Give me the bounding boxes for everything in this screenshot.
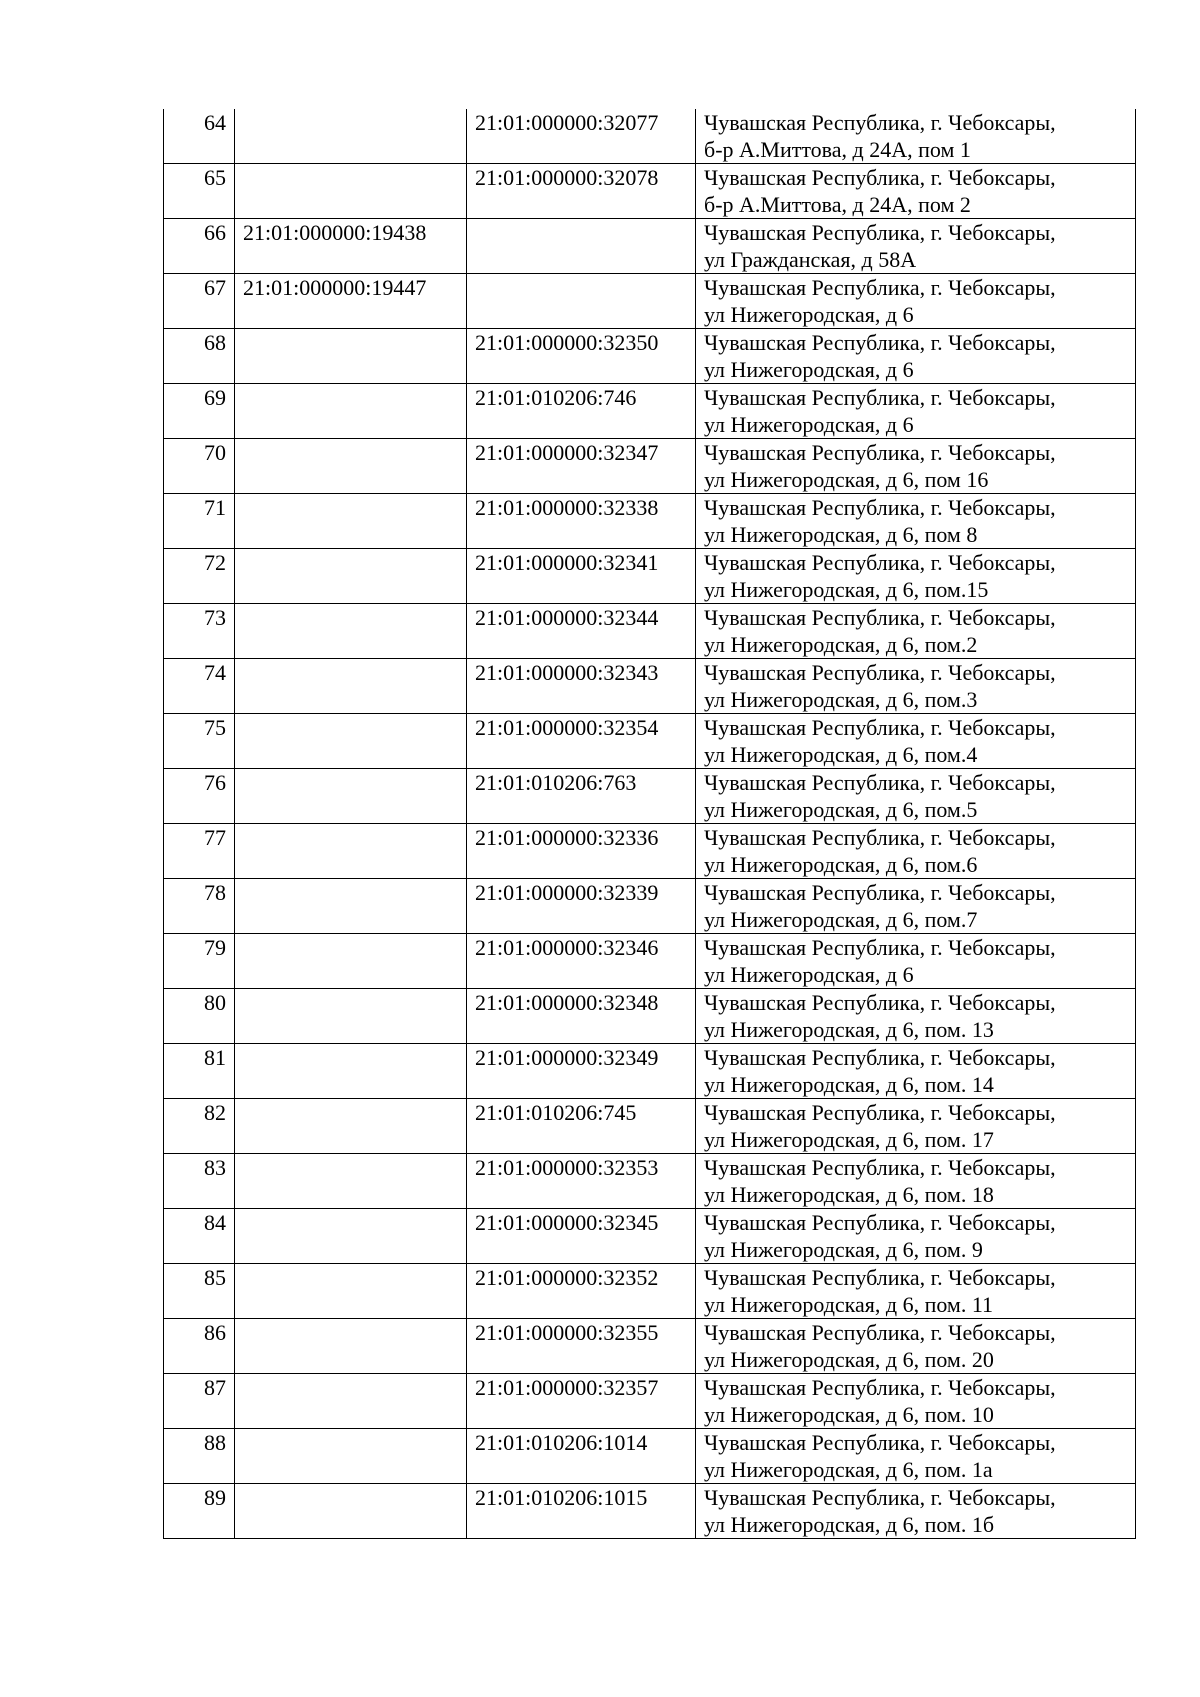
address-line-street: ул Нижегородская, д 6, пом. 20 — [704, 1347, 994, 1372]
table-row — [164, 1429, 1136, 1484]
address-cell — [696, 1429, 1136, 1484]
address-line-street: ул Нижегородская, д 6, пом. 11 — [704, 1292, 994, 1317]
address-line-street: ул Гражданская, д 58А — [704, 247, 917, 272]
address-line-street: ул Нижегородская, д 6, пом 16 — [704, 467, 989, 492]
row-number: 81 — [164, 1044, 235, 1099]
row-number: 88 — [164, 1429, 235, 1484]
cadastral-number-land — [235, 989, 467, 1044]
cadastral-number-land — [235, 769, 467, 824]
address-line-street: ул Нижегородская, д 6, пом.2 — [704, 632, 978, 657]
table-row — [164, 1319, 1136, 1374]
cadastral-number-object: 21:01:000000:32346 — [467, 934, 696, 989]
address-line-street: ул Нижегородская, д 6, пом. 14 — [704, 1072, 994, 1097]
address-cell — [696, 1374, 1136, 1429]
row-number: 89 — [164, 1484, 235, 1539]
cadastral-number-object: 21:01:000000:32354 — [467, 714, 696, 769]
table-row — [164, 714, 1136, 769]
cadastral-number-object: 21:01:010206:1015 — [467, 1484, 696, 1539]
address-cell — [696, 164, 1136, 219]
row-number: 79 — [164, 934, 235, 989]
table-row — [164, 329, 1136, 384]
address-line-region: Чувашская Республика, г. Чебоксары, — [704, 110, 1056, 135]
address-line-region: Чувашская Республика, г. Чебоксары, — [704, 1375, 1056, 1400]
row-number: 69 — [164, 384, 235, 439]
address-line-street: ул Нижегородская, д 6 — [704, 357, 914, 382]
address-cell — [696, 1319, 1136, 1374]
address-line-region: Чувашская Республика, г. Чебоксары, — [704, 990, 1056, 1015]
row-number: 78 — [164, 879, 235, 934]
address-line-region: Чувашская Республика, г. Чебоксары, — [704, 1155, 1056, 1180]
table-row — [164, 274, 1136, 329]
address-line-region: Чувашская Республика, г. Чебоксары, — [704, 1100, 1056, 1125]
cadastral-number-land — [235, 1374, 467, 1429]
row-number: 82 — [164, 1099, 235, 1154]
row-number: 65 — [164, 164, 235, 219]
cadastral-number-object: 21:01:000000:32357 — [467, 1374, 696, 1429]
address-cell — [696, 384, 1136, 439]
table-row — [164, 879, 1136, 934]
address-cell — [696, 824, 1136, 879]
address-line-street: ул Нижегородская, д 6, пом. 1а — [704, 1457, 993, 1482]
row-number: 87 — [164, 1374, 235, 1429]
address-cell — [696, 1264, 1136, 1319]
address-cell — [696, 439, 1136, 494]
address-cell — [696, 219, 1136, 274]
table-row — [164, 1209, 1136, 1264]
address-line-region: Чувашская Республика, г. Чебоксары, — [704, 165, 1056, 190]
cadastral-number-land — [235, 879, 467, 934]
table-row — [164, 1044, 1136, 1099]
address-line-region: Чувашская Республика, г. Чебоксары, — [704, 935, 1056, 960]
cadastral-number-object: 21:01:000000:32345 — [467, 1209, 696, 1264]
property-table — [163, 109, 1136, 1539]
address-line-street: б-р А.Миттова, д 24А, пом 2 — [704, 192, 971, 217]
table-row — [164, 769, 1136, 824]
address-line-region: Чувашская Республика, г. Чебоксары, — [704, 1485, 1056, 1510]
cadastral-number-land — [235, 164, 467, 219]
address-cell — [696, 1044, 1136, 1099]
cadastral-number-object — [467, 274, 696, 329]
address-line-region: Чувашская Республика, г. Чебоксары, — [704, 880, 1056, 905]
table-row — [164, 1374, 1136, 1429]
address-cell — [696, 1099, 1136, 1154]
table-row — [164, 1484, 1136, 1539]
address-line-region: Чувашская Республика, г. Чебоксары, — [704, 1430, 1056, 1455]
cadastral-number-object: 21:01:000000:32352 — [467, 1264, 696, 1319]
address-line-region: Чувашская Республика, г. Чебоксары, — [704, 605, 1056, 630]
row-number: 75 — [164, 714, 235, 769]
address-line-street: ул Нижегородская, д 6, пом.7 — [704, 907, 978, 932]
cadastral-number-object: 21:01:000000:32341 — [467, 549, 696, 604]
address-line-region: Чувашская Республика, г. Чебоксары, — [704, 330, 1056, 355]
cadastral-number-land — [235, 439, 467, 494]
cadastral-number-object: 21:01:000000:32078 — [467, 164, 696, 219]
cadastral-number-land — [235, 1484, 467, 1539]
table-row — [164, 659, 1136, 714]
address-line-street: б-р А.Миттова, д 24А, пом 1 — [704, 137, 971, 162]
cadastral-number-land — [235, 1319, 467, 1374]
address-cell — [696, 549, 1136, 604]
table-row — [164, 1264, 1136, 1319]
address-cell — [696, 769, 1136, 824]
cadastral-number-land — [235, 109, 467, 164]
address-line-street: ул Нижегородская, д 6 — [704, 302, 914, 327]
address-line-region: Чувашская Республика, г. Чебоксары, — [704, 825, 1056, 850]
address-line-street: ул Нижегородская, д 6, пом 8 — [704, 522, 978, 547]
address-cell — [696, 879, 1136, 934]
cadastral-number-object: 21:01:000000:32343 — [467, 659, 696, 714]
address-cell — [696, 1154, 1136, 1209]
table-row — [164, 824, 1136, 879]
row-number: 68 — [164, 329, 235, 384]
cadastral-number-land — [235, 329, 467, 384]
table-row — [164, 219, 1136, 274]
cadastral-number-land — [235, 1154, 467, 1209]
row-number: 73 — [164, 604, 235, 659]
cadastral-number-land: 21:01:000000:19447 — [235, 274, 467, 329]
cadastral-number-land — [235, 659, 467, 714]
cadastral-number-land — [235, 1209, 467, 1264]
address-line-region: Чувашская Республика, г. Чебоксары, — [704, 220, 1056, 245]
row-number: 85 — [164, 1264, 235, 1319]
cadastral-number-land — [235, 1044, 467, 1099]
cadastral-number-land — [235, 1264, 467, 1319]
cadastral-number-land — [235, 494, 467, 549]
cadastral-number-land — [235, 384, 467, 439]
address-line-region: Чувашская Республика, г. Чебоксары, — [704, 495, 1056, 520]
table-row — [164, 549, 1136, 604]
address-line-street: ул Нижегородская, д 6, пом. 9 — [704, 1237, 983, 1262]
cadastral-number-object: 21:01:000000:32344 — [467, 604, 696, 659]
table-row — [164, 109, 1136, 164]
address-line-street: ул Нижегородская, д 6, пом. 13 — [704, 1017, 994, 1042]
address-line-street: ул Нижегородская, д 6, пом.6 — [704, 852, 978, 877]
row-number: 64 — [164, 109, 235, 164]
address-cell — [696, 714, 1136, 769]
address-line-region: Чувашская Республика, г. Чебоксары, — [704, 385, 1056, 410]
table-row — [164, 384, 1136, 439]
table-row — [164, 604, 1136, 659]
row-number: 80 — [164, 989, 235, 1044]
table-row — [164, 1154, 1136, 1209]
table-row — [164, 164, 1136, 219]
table-row — [164, 1099, 1136, 1154]
address-line-region: Чувашская Республика, г. Чебоксары, — [704, 1265, 1056, 1290]
address-line-region: Чувашская Республика, г. Чебоксары, — [704, 550, 1056, 575]
address-line-region: Чувашская Республика, г. Чебоксары, — [704, 770, 1056, 795]
row-number: 86 — [164, 1319, 235, 1374]
cadastral-number-land — [235, 1099, 467, 1154]
address-cell — [696, 659, 1136, 714]
address-line-region: Чувашская Республика, г. Чебоксары, — [704, 1045, 1056, 1070]
address-line-street: ул Нижегородская, д 6, пом. 17 — [704, 1127, 994, 1152]
row-number: 70 — [164, 439, 235, 494]
row-number: 76 — [164, 769, 235, 824]
row-number: 71 — [164, 494, 235, 549]
table-row — [164, 989, 1136, 1044]
address-line-street: ул Нижегородская, д 6, пом. 18 — [704, 1182, 994, 1207]
table-row — [164, 439, 1136, 494]
cadastral-number-object: 21:01:000000:32347 — [467, 439, 696, 494]
row-number: 66 — [164, 219, 235, 274]
address-line-region: Чувашская Республика, г. Чебоксары, — [704, 1210, 1056, 1235]
address-cell — [696, 1484, 1136, 1539]
address-cell — [696, 109, 1136, 164]
cadastral-number-land — [235, 1429, 467, 1484]
address-line-street: ул Нижегородская, д 6 — [704, 962, 914, 987]
cadastral-number-object: 21:01:000000:32339 — [467, 879, 696, 934]
cadastral-number-object: 21:01:000000:32338 — [467, 494, 696, 549]
row-number: 72 — [164, 549, 235, 604]
cadastral-number-object: 21:01:000000:32349 — [467, 1044, 696, 1099]
address-cell — [696, 329, 1136, 384]
address-cell — [696, 1209, 1136, 1264]
cadastral-number-land: 21:01:000000:19438 — [235, 219, 467, 274]
row-number: 77 — [164, 824, 235, 879]
address-line-street: ул Нижегородская, д 6, пом. 10 — [704, 1402, 994, 1427]
cadastral-number-land — [235, 824, 467, 879]
cadastral-number-object: 21:01:010206:1014 — [467, 1429, 696, 1484]
cadastral-number-object: 21:01:000000:32348 — [467, 989, 696, 1044]
cadastral-number-object: 21:01:000000:32336 — [467, 824, 696, 879]
table-row — [164, 934, 1136, 989]
address-line-region: Чувашская Республика, г. Чебоксары, — [704, 1320, 1056, 1345]
address-line-street: ул Нижегородская, д 6, пом.15 — [704, 577, 989, 602]
address-cell — [696, 604, 1136, 659]
address-cell — [696, 494, 1136, 549]
cadastral-number-object: 21:01:010206:746 — [467, 384, 696, 439]
cadastral-number-object: 21:01:010206:745 — [467, 1099, 696, 1154]
cadastral-number-object: 21:01:000000:32077 — [467, 109, 696, 164]
address-cell — [696, 274, 1136, 329]
address-cell — [696, 989, 1136, 1044]
address-line-region: Чувашская Республика, г. Чебоксары, — [704, 440, 1056, 465]
address-cell — [696, 934, 1136, 989]
address-line-street: ул Нижегородская, д 6, пом.3 — [704, 687, 978, 712]
row-number: 84 — [164, 1209, 235, 1264]
address-line-street: ул Нижегородская, д 6 — [704, 412, 914, 437]
address-line-region: Чувашская Республика, г. Чебоксары, — [704, 660, 1056, 685]
row-number: 83 — [164, 1154, 235, 1209]
address-line-street: ул Нижегородская, д 6, пом.4 — [704, 742, 978, 767]
cadastral-number-object — [467, 219, 696, 274]
address-line-region: Чувашская Республика, г. Чебоксары, — [704, 275, 1056, 300]
address-line-street: ул Нижегородская, д 6, пом. 1б — [704, 1512, 995, 1537]
cadastral-number-land — [235, 934, 467, 989]
cadastral-number-object: 21:01:000000:32355 — [467, 1319, 696, 1374]
address-line-region: Чувашская Республика, г. Чебоксары, — [704, 715, 1056, 740]
row-number: 67 — [164, 274, 235, 329]
row-number: 74 — [164, 659, 235, 714]
cadastral-number-land — [235, 604, 467, 659]
cadastral-number-object: 21:01:010206:763 — [467, 769, 696, 824]
cadastral-number-object: 21:01:000000:32353 — [467, 1154, 696, 1209]
cadastral-number-land — [235, 549, 467, 604]
table-body — [164, 109, 1136, 1539]
table-row — [164, 494, 1136, 549]
cadastral-number-land — [235, 714, 467, 769]
cadastral-number-object: 21:01:000000:32350 — [467, 329, 696, 384]
address-line-street: ул Нижегородская, д 6, пом.5 — [704, 797, 978, 822]
